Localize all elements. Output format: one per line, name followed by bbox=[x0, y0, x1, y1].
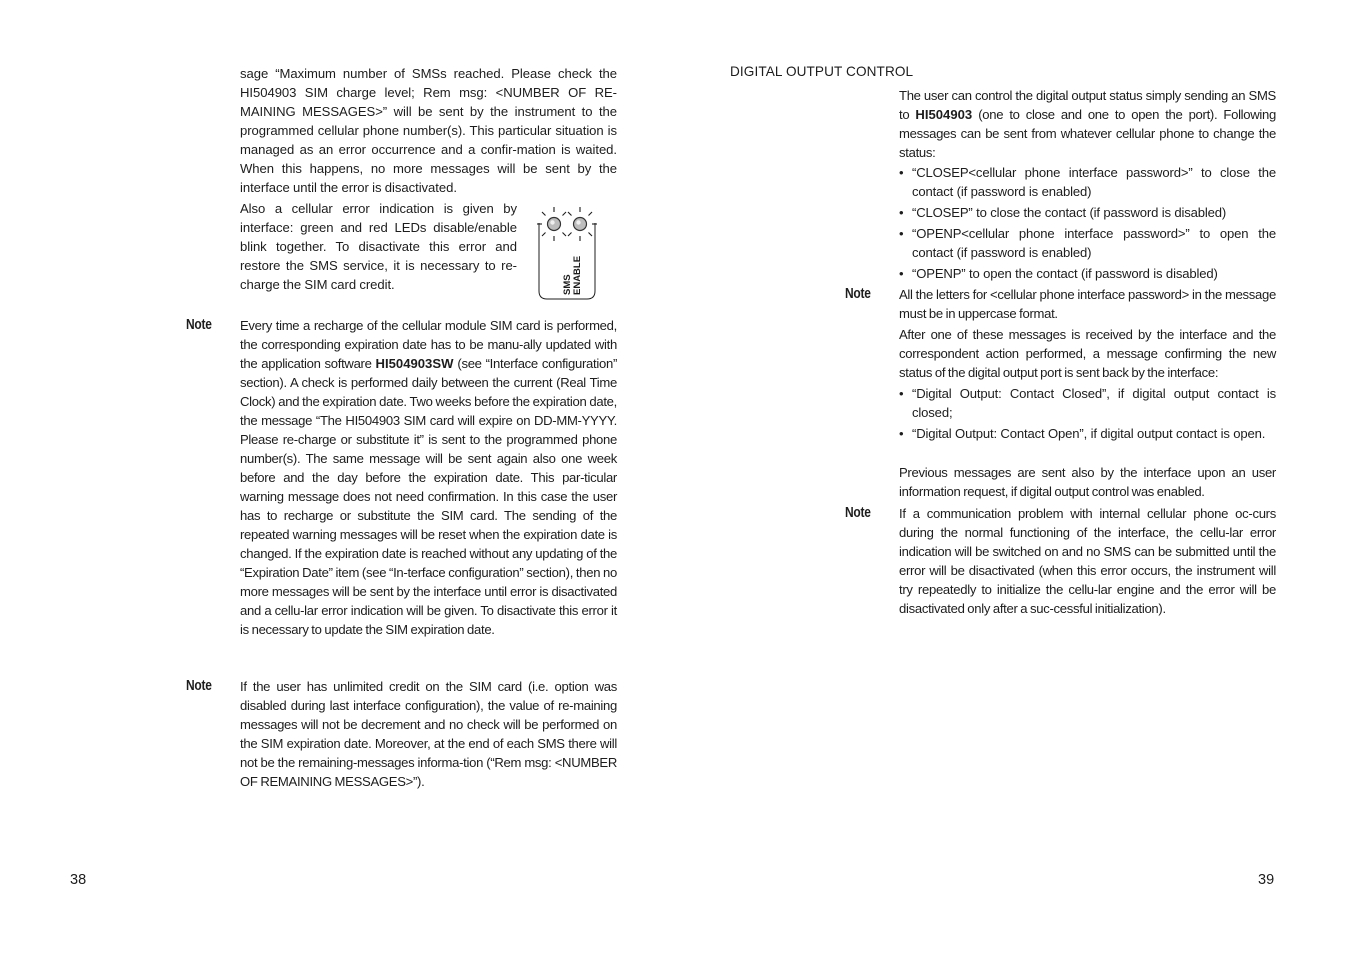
led-indicator-illustration bbox=[532, 203, 602, 303]
device-name: HI504903 bbox=[915, 107, 973, 122]
command-list-item bbox=[899, 224, 1276, 262]
response-list-item bbox=[899, 384, 1276, 422]
green-led-icon bbox=[537, 207, 566, 241]
intro-paragraph bbox=[899, 86, 1276, 162]
page-number-left: 38 bbox=[70, 872, 87, 888]
note-sim-expiration bbox=[240, 316, 617, 639]
previous-messages-paragraph: Previous messages are sent also by the interface upon an user information request, if digital output control was enabled. bbox=[899, 465, 1276, 499]
bullet: • bbox=[899, 205, 904, 220]
note-text-start: Every time a recharge of the cellular module SIM card is performed, the corresponding expiration date has to be manu-ally updated with the application software bbox=[240, 318, 617, 371]
note-uppercase-password: All the letters for <cellular phone interface password> in the message must be in uppercase format. bbox=[899, 287, 1276, 321]
command-text: “CLOSEP<cellular phone interface password>” to close the contact (if password is enabled) bbox=[912, 165, 1276, 199]
bullet: • bbox=[899, 426, 904, 441]
led-figure-label: SMS ENABLE bbox=[562, 255, 583, 295]
response-text: “Digital Output: Contact Open”, if digital output contact is open. bbox=[912, 426, 1266, 441]
confirmation-paragraph: After one of these messages is received by the interface and the correspondent action performed, a message confirming the new status of the digital output port is sent back by the interface: bbox=[899, 327, 1276, 380]
response-text: “Digital Output: Contact Closed”, if digital output contact is closed; bbox=[912, 386, 1276, 420]
command-list-item bbox=[899, 203, 1276, 222]
command-text: “OPENP” to open the contact (if password is disabled) bbox=[912, 266, 1218, 281]
intro-text-end: (one to close and one to open the port). Following messages can be sent from whatever cellular phone to change the status: bbox=[899, 107, 1276, 160]
bullet: • bbox=[899, 226, 904, 241]
note-unlimited-credit: If the user has unlimited credit on the SIM card (i.e. option was disabled during last interface configuration), the value of re-maining messages will not be decrement and no check will be performed on the SIM expiration date. Moreover, at the end of each SMS there will not be the remaining-messages informa-tion (“Rem msg: <NUMBER OF REMAINING MESSAGES>”). bbox=[240, 679, 617, 789]
note-label: Note bbox=[845, 285, 871, 302]
note-communication-problem: If a communication problem with internal cellular phone oc-curs during the normal functioning of the interface, the cellu-lar error indication will be switched on and no SMS can be submitted until the error will be disactivated (when this error occurs, the instrument will try repeatedly to initialize the cellu-lar engine and the error will be disactivated only after a suc-cessful initialization). bbox=[899, 506, 1276, 616]
page-number-right: 39 bbox=[1258, 872, 1275, 888]
note-label: Note bbox=[186, 316, 212, 333]
command-list-item bbox=[899, 163, 1276, 201]
command-text: “CLOSEP” to close the contact (if password is disabled) bbox=[912, 205, 1227, 220]
intro-text-start: The user can control the digital output status simply sending an SMS to bbox=[899, 88, 1276, 122]
bullet: • bbox=[899, 266, 904, 281]
response-list-item bbox=[899, 424, 1276, 443]
left-paragraph-sms-limit: sage “Maximum number of SMSs reached. Please check the HI504903 SIM charge level; Rem msg: <NUMBER OF RE-MAINING MESSAGES>” will be sent by the instrument to the programmed cellular phone number(s). This particular situation is managed as an error occurrence and a confir-mation is waited. When this happens, no more messages will be sent by the interface until the error is disactivated. bbox=[240, 66, 617, 195]
note-label: Note bbox=[845, 504, 871, 521]
command-list-item bbox=[899, 264, 1276, 283]
bullet: • bbox=[899, 386, 904, 401]
red-led-icon bbox=[568, 207, 597, 241]
software-name: HI504903SW bbox=[375, 356, 454, 371]
note-text-end: (see “Interface configuration” section). A check is performed daily between the current (Real Time Clock) and the expiration date. Two weeks before the expiration date, the message “The HI504903 SIM card will expire on DD-MM-YYYY. Please re-charge or substitute it” is sent to the programmed phone number(s). The same message will be sent again also one week before and the day before the expiration date. This par-ticular warning message does not need confirmation. In this case the user has to recharge or substitute the SIM card. The sending of the repeated warning messages will be reset when the expiration date is changed. If the expiration date is reached without any updating of the “Expiration Date” item (see “In-terface configuration” section), then no more messages will be sent by the interface until error is disactivated and a cellu-lar error indication will be given. To disactivate this error it is necessary to update the SIM expiration date. bbox=[240, 356, 618, 637]
bullet: • bbox=[899, 165, 904, 180]
left-paragraph-cellular-error: Also a cellular error indication is given by interface: green and red LEDs disable/enable blink together. To disactivate this error and restore the SMS service, it is necessary to re-charge the SIM card credit. bbox=[240, 201, 517, 292]
command-text: “OPENP<cellular phone interface password>” to open the contact (if password is enabled) bbox=[912, 226, 1276, 260]
section-heading: DIGITAL OUTPUT CONTROL bbox=[730, 64, 914, 79]
note-label: Note bbox=[186, 677, 212, 694]
